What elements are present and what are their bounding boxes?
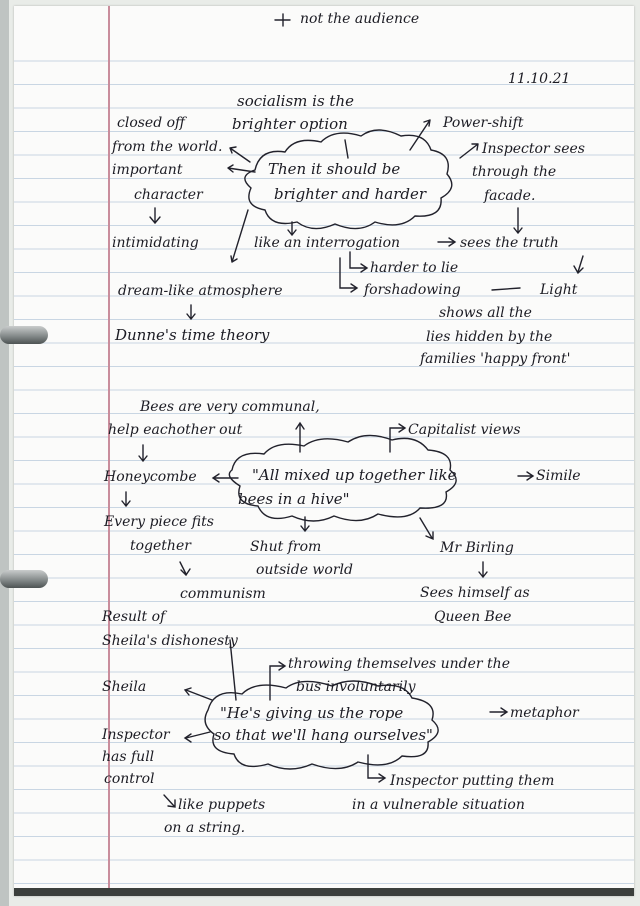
capitalist-views: Capitalist views	[408, 422, 521, 438]
shut-from-line1: Shut from	[250, 539, 322, 555]
date: 11.10.21	[508, 71, 571, 87]
sheila: Sheila	[102, 679, 147, 695]
quote3-line2: so that we'll hang ourselves"	[214, 726, 433, 744]
arrow-every-piece-icon	[122, 492, 130, 506]
inspector-control-line1: Inspector	[102, 727, 170, 743]
arrow-result-icon	[230, 640, 236, 700]
quote3-line1: "He's giving us the rope	[220, 704, 404, 722]
every-piece-line1: Every piece fits	[104, 514, 214, 530]
intimidating: intimidating	[112, 235, 199, 251]
arrow-down-intimidating-icon	[150, 208, 160, 223]
arrow-socialism-icon	[345, 140, 348, 158]
quote2-line1: "All mixed up together like	[252, 466, 457, 484]
top-note: not the audience	[300, 11, 420, 27]
shut-from-line2: outside world	[256, 562, 353, 578]
power-shift: Power-shift	[443, 115, 524, 131]
arrow-honeycombe-down-icon	[139, 445, 147, 461]
arrow-dunne-icon	[187, 305, 195, 319]
quote1-line2: brighter and harder	[274, 185, 427, 203]
every-piece-line2: together	[130, 538, 191, 554]
sees-truth: sees the truth	[460, 235, 559, 251]
arrow-inspector-control-icon	[185, 732, 210, 742]
important-line2: character	[134, 187, 203, 203]
quote1-line1: Then it should be	[268, 160, 401, 178]
arrow-honeycombe-icon	[213, 474, 238, 482]
thought-cloud-1	[245, 130, 452, 229]
socialism-line1: socialism is the	[237, 92, 354, 110]
shows-lies-line2: lies hidden by the	[426, 329, 553, 345]
sees-himself-line2: Queen Bee	[434, 609, 512, 625]
arrow-birling-icon	[420, 518, 433, 539]
arrow-light-icon	[574, 256, 583, 273]
shows-lies-line1: shows all the	[439, 305, 532, 321]
harder-to-lie: harder to lie	[370, 260, 459, 276]
bees-communal-line1: Bees are very communal,	[140, 399, 320, 415]
arrow-dream-icon	[231, 210, 248, 262]
puppets-line1: like puppets	[178, 797, 266, 813]
inspector-control-line2: has full	[102, 749, 155, 765]
inspector-putting-line2: in a vulnerable situation	[352, 797, 525, 813]
dunne-theory: Dunne's time theory	[115, 326, 270, 344]
arrow-communism-icon	[180, 562, 190, 575]
sees-himself-line1: Sees himself as	[420, 585, 530, 601]
inspector-control-line3: control	[104, 771, 155, 787]
arrow-puppets-icon	[164, 795, 175, 807]
arrow-sees-truth-icon	[438, 238, 455, 246]
interrogation: like an interrogation	[254, 235, 401, 251]
inspector-sees-line2: through the	[472, 164, 557, 180]
arrow-inspector-sees-icon	[460, 144, 478, 158]
important-line1: important	[112, 162, 183, 178]
closed-off-line2: from the world.	[112, 139, 223, 155]
arrow-harder-icon	[350, 252, 367, 272]
arrow-facade-icon	[514, 208, 522, 233]
quote2-line2: bees in a hive"	[238, 490, 350, 508]
foreshadowing: forshadowing	[364, 282, 461, 298]
arrow-inspector-putting-icon	[368, 755, 385, 782]
arrow-shows-lies-icon	[492, 288, 520, 290]
socialism-line2: brighter option	[232, 115, 348, 133]
result-of-line2: Sheila's dishonesty	[102, 633, 238, 649]
throwing-line2: bus involuntarily	[296, 679, 416, 695]
inspector-sees-line3: facade.	[484, 188, 536, 204]
result-of-line1: Result of	[102, 609, 166, 625]
arrow-simile-icon	[518, 472, 533, 480]
communism: communism	[180, 586, 266, 602]
arrow-closed-off-icon	[230, 147, 250, 162]
arrow-sheila-icon	[185, 688, 212, 700]
throwing-line1: throwing themselves under the	[288, 656, 510, 672]
arrow-throwing-icon	[270, 662, 285, 700]
arrow-foreshadowing-icon	[340, 258, 357, 292]
arrow-metaphor-icon	[490, 708, 507, 716]
puppets-line2: on a string.	[164, 820, 246, 836]
honeycombe: Honeycombe	[104, 469, 197, 485]
light: Light	[540, 282, 578, 298]
arrow-bees-icon	[296, 423, 304, 452]
dream-like: dream-like atmosphere	[118, 283, 283, 299]
inspector-putting-line1: Inspector putting them	[390, 773, 555, 789]
shows-lies-line3: families 'happy front'	[420, 351, 571, 367]
metaphor: metaphor	[510, 705, 579, 721]
inspector-sees-line1: Inspector sees	[482, 141, 585, 157]
top-scribble-icon	[275, 14, 290, 26]
simile: Simile	[536, 468, 581, 484]
arrow-sees-himself-icon	[479, 562, 487, 577]
closed-off-line1: closed off	[117, 115, 185, 131]
bees-communal-line2: help eachother out	[108, 422, 243, 438]
arrow-important-icon	[228, 165, 255, 172]
mr-birling: Mr Birling	[440, 540, 514, 556]
